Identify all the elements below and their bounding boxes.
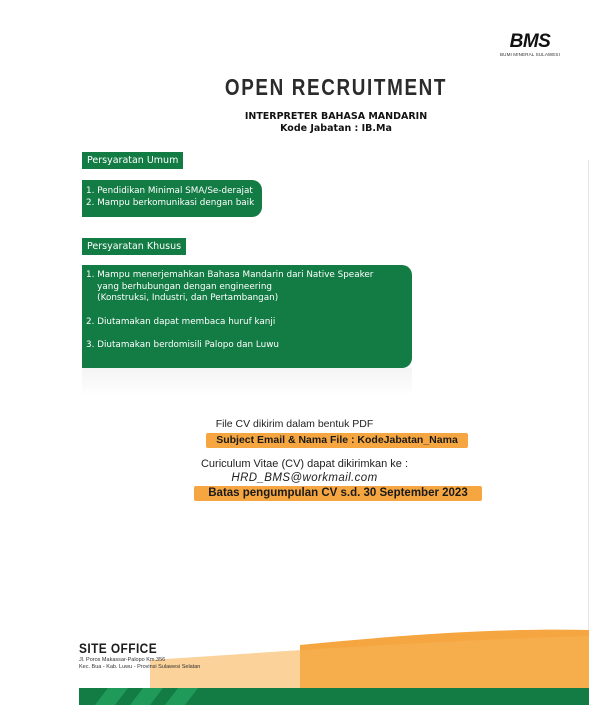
position-code: Kode Jabatan : IB.Ma — [280, 123, 392, 134]
card-shadow — [82, 368, 412, 396]
deadline-badge: Batas pengumpulan CV s.d. 30 September 2023 — [194, 486, 482, 501]
khusus-item-1-line-2: yang berhubungan dengan engineering — [86, 281, 272, 292]
khusus-item-1-line-3: (Konstruksi, Industri, dan Pertambangan) — [86, 293, 279, 303]
khusus-item-2: 2. Diutamakan dapat membaca huruf kanji — [86, 316, 276, 327]
subject-format-badge: Subject Email & Nama File : KodeJabatan_Nama — [206, 433, 468, 448]
cv-format-note: File CV dikirim dalam bentuk PDF — [215, 418, 374, 430]
label-persyaratan-khusus: Persyaratan Khusus — [82, 238, 186, 255]
card-persyaratan-umum — [82, 180, 262, 217]
label-persyaratan-umum: Persyaratan Umum — [82, 152, 183, 169]
company-logo — [487, 33, 573, 57]
position-block — [150, 111, 522, 135]
umum-item-1: 1. Pendidikan Minimal SMA/Se-derajat — [86, 186, 253, 196]
khusus-item-3: 3. Diutamakan berdomisili Palopo dan Luwu — [86, 340, 279, 350]
poster-title: OPEN RECRUITMENT — [224, 74, 448, 100]
site-office-heading: SITE OFFICE — [79, 640, 158, 656]
site-office-address-2: Kec. Bua - Kab. Luwu - Provinsi Sulawesi Selatan — [79, 664, 201, 670]
umum-item-2: 2. Mampu berkomunikasi dengan baik — [86, 197, 255, 208]
logo-mark: BMS — [509, 31, 551, 52]
site-office-address-1: Jl. Poros Makassar-Palopo Km.356 — [79, 657, 166, 663]
card-persyaratan-khusus — [82, 265, 412, 368]
logo-subtitle: BUMI MINERAL SULAWESI — [500, 52, 560, 57]
cv-email-address: HRD_BMS@workmail.com — [231, 472, 378, 484]
cv-send-instruction: Curiculum Vitae (CV) dapat dikirimkan ke : — [200, 458, 409, 470]
khusus-item-1-line-1: 1. Mampu menerjemahkan Bahasa Mandarin dari Native Speaker — [86, 270, 374, 280]
position-name: INTERPRETER BAHASA MANDARIN — [244, 111, 428, 122]
